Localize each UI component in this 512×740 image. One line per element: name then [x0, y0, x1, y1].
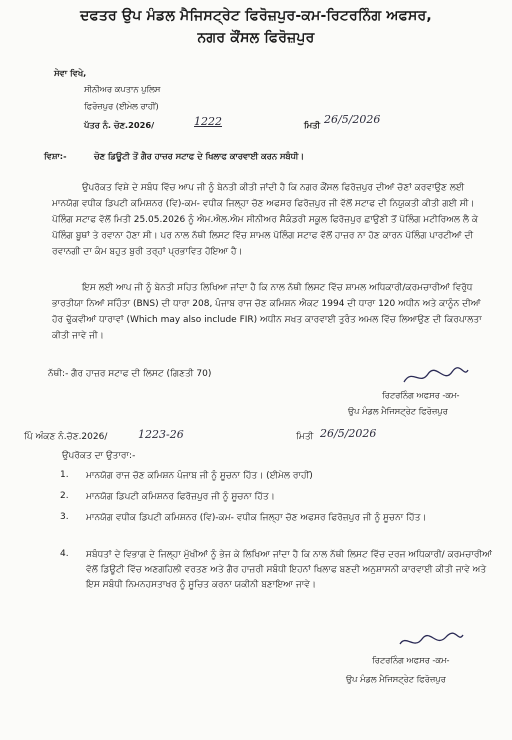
signatory-office-1: ਉਪ ਮੰਡਲ ਮੈਜਿਸਟ੍ਰੇਟ ਫਿਰੋਜ਼ਪੁਰ — [348, 406, 448, 416]
body-paragraph-1: ਉਪਰੋਕਤ ਵਿਸ਼ੇ ਦੇ ਸਬੰਧ ਵਿੱਚ ਆਪ ਜੀ ਨੂੰ ਬੇਨਤੀ ਕੀਤੀ ਜਾਂਦੀ ਹੈ ਕਿ ਨਗਰ ਕੌਂਸਲ ਫਿਰੋਜ਼ਪੁਰ ਦੀਆਂ ਚੋਣਾਂ ਕਰਵਾਉਣ ਲਈ ਮਾਨਯੋਗ ਵਧੀਕ ਡਿਪਟੀ ਕਮਿਸ਼ਨਰ (ਵਿ)-ਕਮ- ਵਧੀਕ ਜਿਲ੍ਹਾ ਚੋਣ ਅਫਸਰ ਫਿਰੋਜ਼ਪੁਰ ਜੀ ਵੱਲੋਂ ਸਟਾਫ ਦੀ ਨਿਯੁਕਤੀ ਕੀਤੀ ਗਈ ਸੀ। ਪੋਲਿੰਗ ਸਟਾਫ ਵੱਲੋਂ ਮਿਤੀ 25.05.2026 ਨੂੰ ਐਮ.ਐਲ.ਐਮ ਸੀਨੀਅਰ ਸੈਕੰਡਰੀ ਸਕੂਲ ਫਿਰੋਜ਼ਪੁਰ ਛਾਉਣੀ ਤੋਂ ਪੋਲਿੰਗ ਮਟੀਰਿਅਲ ਲੈ ਕੇ ਪੋਲਿੰਗ ਬੂਥਾਂ ਤੇ ਰਵਾਨਾ ਹੋਣਾ ਸੀ। ਪਰ ਨਾਲ ਨੱਥੀ ਲਿਸਟ ਵਿੱਚ ਸ਼ਾਮਲ ਪੋਲਿੰਗ ਸਟਾਫ ਵੱਲੋਂ ਹਾਜ਼ਰ ਨਾ ਹੋਣ ਕਾਰਨ ਪੋਲਿੰਗ ਪਾਰਟੀਆਂ ਦੀ ਰਵਾਨਗੀ ਦਾ ਕੰਮ ਬਹੁਤ ਬੁਰੀ ਤਰ੍ਹਾਂ ਪ੍ਰਭਾਵਿਤ ਹੋਇਆ ਹੈ। — [52, 183, 478, 257]
signatory-office-2: ਉਪ ਮੰਡਲ ਮੈਜਿਸਟ੍ਰੇਟ ਫਿਰੋਜ਼ਪੁਰ — [346, 674, 446, 684]
list-item: ਸਬੰਧਤਾਂ ਦੇ ਵਿਭਾਗ ਦੇ ਜਿਲ੍ਹਾ ਮੁੱਖੀਆਂ ਨੂੰ ਭੇਜ ਕੇ ਲਿਖਿਆ ਜਾਂਦਾ ਹੈ ਕਿ ਨਾਲ ਨੱਥੀ ਲਿਸਟ ਵਿੱਚ ਦਰਜ ਅਧਿਕਾਰੀ/ ਕਰਮਚਾਰੀਆਂ ਵੱਲੋਂ ਡਿਊਟੀ ਵਿੱਚ ਅਣਗਹਿਲੀ ਵਰਤਣ ਅਤੇ ਗੈਰ ਹਾਜ਼ਰੀ ਸਬੰਧੀ ਇਹਨਾਂ ਖਿਲਾਫ ਬਣਦੀ ਅਨੁਸ਼ਾਸਨੀ ਕਾਰਵਾਈ ਕੀਤੀ ਜਾਵੇ ਅਤੇ ਇਸ ਸਬੰਧੀ ਨਿਮਨਹਸਤਾਖਰ ਨੂੰ ਸੂਚਿਤ ਕਰਨਾ ਯਕੀਨੀ ਬਣਾਇਆ ਜਾਵੇ। — [86, 550, 492, 590]
office-subheading: ਨਗਰ ਕੌਂਸਲ ਫਿਰੋਜ਼ਪੁਰ — [197, 30, 315, 46]
list-item-number: 4. — [60, 549, 69, 559]
enclosure-note: ਨੱਥੀ:- ਗੈਰ ਹਾਜ਼ਰ ਸਟਾਫ ਦੀ ਲਿਸਟ (ਗਿਣਤੀ 70) — [48, 369, 212, 379]
subject-text: ਚੋਣ ਡਿਊਟੀ ਤੋਂ ਗੈਰ ਹਾਜ਼ਰ ਸਟਾਫ ਦੇ ਖਿਲਾਫ ਕਾਰਵਾਈ ਕਰਨ ਸਬੰਧੀ। — [94, 151, 304, 161]
recipient-place: ਫਿਰੋਜ਼ਪੁਰ (ਈਮੇਲ ਰਾਹੀਂ) — [84, 101, 159, 111]
signature-mark — [396, 630, 466, 652]
signatory-title-1: ਰਿਟਰਨਿੰਗ ਅਫਸਰ -ਕਮ- — [382, 390, 460, 400]
list-item-number: 3. — [60, 512, 69, 522]
endorsement-date-handwritten: 26/5/2026 — [320, 427, 377, 440]
signatory-title-2: ਰਿਟਰਨਿੰਗ ਅਫਸਰ -ਕਮ- — [372, 655, 450, 665]
list-item-number: 1. — [60, 470, 69, 480]
list-item: ਮਾਨਯੋਗ ਡਿਪਟੀ ਕਮਿਸ਼ਨਰ ਫਿਰੋਜ਼ਪੁਰ ਜੀ ਨੂੰ ਸੂਚਨਾ ਹਿੱਤ। — [86, 492, 275, 502]
date-label: ਮਿਤੀ — [304, 120, 320, 130]
list-item: ਮਾਨਯੋਗ ਰਾਜ ਚੋਣ ਕਮਿਸ਼ਨ ਪੰਜਾਬ ਜੀ ਨੂੰ ਸੂਚਨਾ ਹਿੱਤ। (ਈਮੇਲ ਰਾਹੀਂ) — [86, 471, 313, 481]
signature-mark — [400, 366, 470, 388]
salutation: ਸੇਵਾ ਵਿਖੇ, — [54, 68, 87, 78]
copy-heading: ਉਪਰੋਕਤ ਦਾ ਉਤਾਰਾ:- — [62, 451, 136, 461]
letter-number-handwritten: 1222 — [194, 115, 222, 128]
subject-label: ਵਿਸ਼ਾ:- — [44, 151, 67, 161]
letter-number-label: ਪੱਤਰ ਨੰ. ਚੋਣ.2026/ — [84, 120, 155, 130]
body-paragraph-2: ਇਸ ਲਈ ਆਪ ਜੀ ਨੂੰ ਬੇਨਤੀ ਸਹਿਤ ਲਿਖਿਆ ਜਾਂਦਾ ਹੈ ਕਿ ਨਾਲ ਨੱਥੀ ਲਿਸਟ ਵਿੱਚ ਸ਼ਾਮਲ ਅਧਿਕਾਰੀ/ਕਰਮਚਾਰੀਆਂ ਵਿਰੁੱਧ ਭਾਰਤੀਯਾ ਨਿਆਂ ਸਹਿੰਤਾ (BNS) ਦੀ ਧਾਰਾ 208, ਪੰਜਾਬ ਰਾਜ ਚੋਣ ਕਮਿਸ਼ਨ ਐਕਟ 1994 ਦੀ ਧਾਰਾ 120 ਅਧੀਨ ਅਤੇ ਕਾਨੂੰਨ ਦੀਆਂ ਹੋਰ ਢੁੱਕਵੀਆਂ ਧਾਰਾਵਾਂ (Which may also include FIR) ਅਧੀਨ ਸਖਤ ਕਾਰਵਾਈ ਤੁਰੰਤ ਅਮਲ ਵਿੱਚ ਲਿਆਉਣ ਦੀ ਕਿਰਪਾਲਤਾ ਕੀਤੀ ਜਾਵੇ ਜੀ। — [52, 283, 482, 341]
endorsement-date-label: ਮਿਤੀ — [296, 432, 314, 442]
recipient: ਸੀਨੀਅਰ ਕਪਤਾਨ ਪੁਲਿਸ — [84, 84, 161, 94]
date-handwritten: 26/5/2026 — [324, 113, 381, 126]
office-heading: ਦਫਤਰ ਉਪ ਮੰਡਲ ਮੈਜਿਸਟ੍ਰੇਟ ਫਿਰੋਜ਼ਪੁਰ-ਕਮ-ਰਿਟਰਨਿੰਗ ਅਫਸਰ, — [80, 8, 432, 24]
endorsement-number-handwritten: 1223-26 — [138, 428, 184, 441]
list-item-number: 2. — [60, 491, 69, 501]
list-item: ਮਾਨਯੋਗ ਵਧੀਕ ਡਿਪਟੀ ਕਮਿਸ਼ਨਰ (ਵਿ)-ਕਮ- ਵਧੀਕ ਜਿਲ੍ਹਾ ਚੋਣ ਅਫਸਰ ਫਿਰੋਜ਼ਪੁਰ ਜੀ ਨੂੰ ਸੂਚਨਾ ਹਿੱਤ। — [86, 513, 427, 523]
endorsement-number-label: ਪਿੰ ਅੰਕਣ ਨੰ.ਚੋਣ.2026/ — [24, 432, 108, 442]
